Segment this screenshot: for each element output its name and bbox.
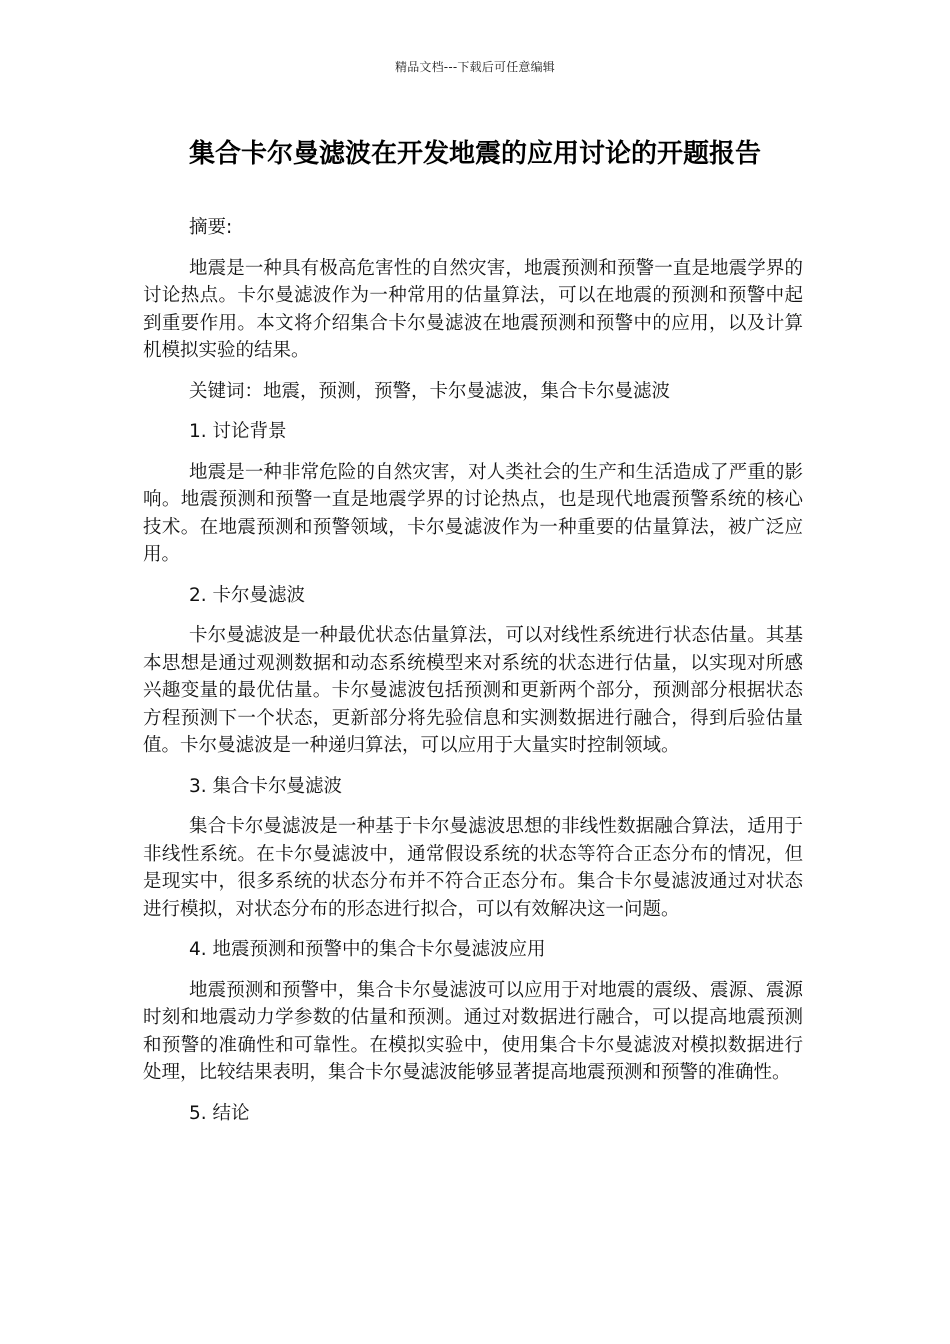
document-title: 集合卡尔曼滤波在开发地震的应用讨论的开题报告 — [188, 139, 761, 169]
document-body — [143, 214, 803, 1140]
header-note: 精品文档---下载后可任意编辑 — [395, 60, 555, 74]
section-heading-kalman: 2. 卡尔曼滤波 — [189, 584, 306, 606]
section-heading-ensemble: 3. 集合卡尔曼滤波 — [189, 775, 343, 797]
section-text-kalman: 卡尔曼滤波是一种最优状态估量算法，可以对线性系统进行状态估量。其基本思想是通过观测数据和动态系统模型来对系统的状态进行估量，以实现对所感兴趣变量的最优估量。卡尔曼滤波包括预测和更新两个部分，预测部分根据状态方程预测下一个状态，更新部分将先验信息和实测数据进行融合，得到后验估量值。卡尔曼滤波是一种递归算法，可以应用于大量实时控制领域。 — [143, 625, 803, 756]
section-text-background: 地震是一种非常危险的自然灾害，对人类社会的生产和生活造成了严重的影响。地震预测和预警一直是地震学界的讨论热点，也是现代地震预警系统的核心技术。在地震预测和预警领域，卡尔曼滤波作为一种重要的估量算法，被广泛应用。 — [143, 461, 803, 565]
keywords-line: 关键词：地震，预测，预警，卡尔曼滤波，集合卡尔曼滤波 — [189, 380, 671, 402]
section-heading-background: 1. 讨论背景 — [189, 421, 287, 442]
section-heading-conclusion: 5. 结论 — [189, 1102, 250, 1124]
section-text-application: 地震预测和预警中，集合卡尔曼滤波可以应用于对地震的震级、震源、震源时刻和地震动力学参数的估量和预测。通过对数据进行融合，可以提高地震预测和预警的准确性和可靠性。在模拟实验中，使用集合卡尔曼滤波对模拟数据进行处理，比较结果表明，集合卡尔曼滤波能够显著提高地震预测和预警的准确性。 — [143, 979, 803, 1083]
section-text-ensemble: 集合卡尔曼滤波是一种基于卡尔曼滤波思想的非线性数据融合算法，适用于非线性系统。在卡尔曼滤波中，通常假设系统的状态等符合正态分布的情况，但是现实中，很多系统的状态分布并不符合正态分布。集合卡尔曼滤波通过对状态进行模拟，对状态分布的形态进行拟合，可以有效解决这一问题。 — [143, 816, 803, 920]
abstract-label: 摘要: — [189, 217, 233, 238]
section-heading-application: 4. 地震预测和预警中的集合卡尔曼滤波应用 — [189, 939, 546, 960]
abstract-paragraph: 地震是一种具有极高危害性的自然灾害，地震预测和预警一直是地震学界的讨论热点。卡尔曼滤波作为一种常用的估量算法，可以在地震的预测和预警中起到重要作用。本文将介绍集合卡尔曼滤波在地震预测和预警中的应用，以及计算机模拟实验的结果。 — [143, 257, 803, 361]
